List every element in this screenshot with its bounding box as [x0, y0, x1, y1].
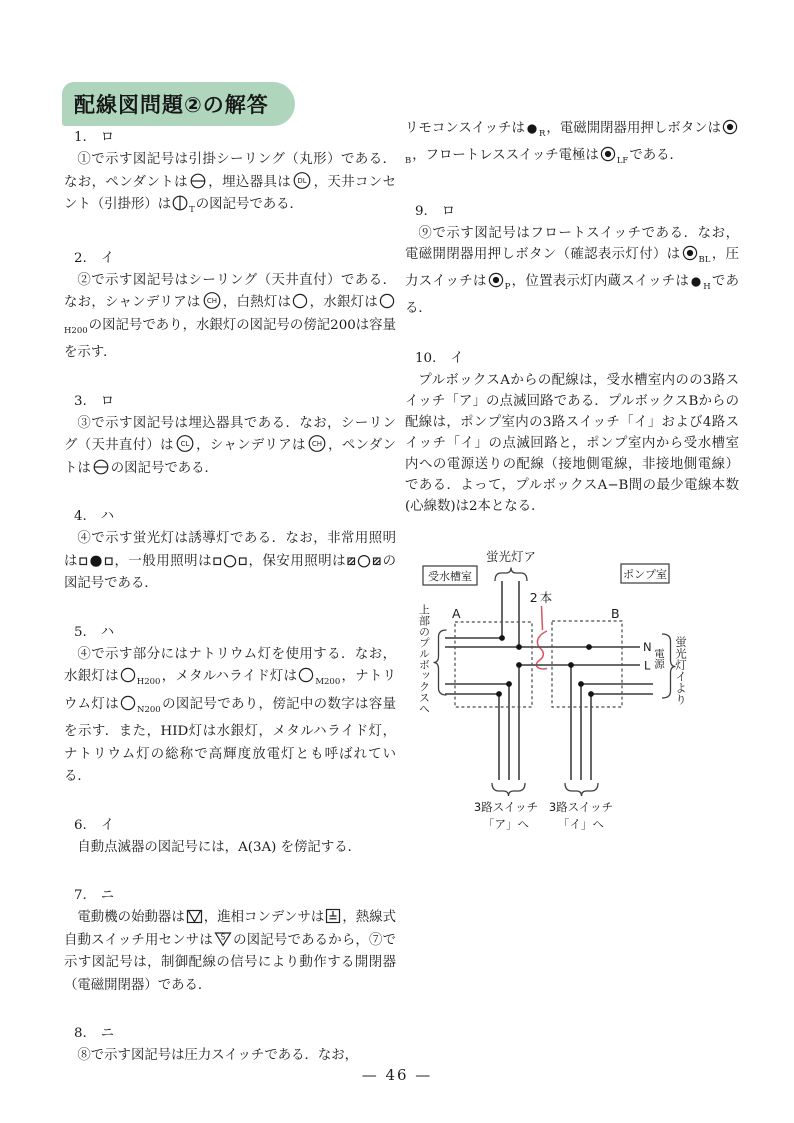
flu-open-symbol [213, 554, 247, 568]
junction-dots [496, 635, 594, 697]
h200-symbol-subscript: H200 [136, 677, 161, 687]
dl-symbol [292, 172, 312, 189]
answer-item-head [64, 1023, 396, 1045]
light-a-label: 蛍光灯ア [485, 549, 537, 564]
answer-item-answer: イ [100, 817, 115, 833]
answer-item-head [405, 201, 739, 223]
circle-symbol [292, 293, 308, 309]
answer-item-number: 10. [415, 351, 437, 366]
answer-item-answer: イ [100, 250, 115, 266]
flu-hatched-symbol [347, 554, 381, 568]
svg-text:受水槽室: 受水槽室 [428, 570, 472, 583]
pendant-symbol [189, 173, 207, 189]
dot-r-symbol-subscript: R [538, 129, 546, 139]
flu-filled-symbol [79, 554, 113, 568]
answer-item-answer: ニ [100, 888, 115, 903]
answer-item-body: 自動点滅器の図記号には，A(3A) を傍記する． [77, 839, 361, 855]
ring-bl-symbol-subscript: BL [698, 255, 711, 265]
answer-item-head [64, 248, 396, 270]
answer-item-head [64, 622, 396, 644]
switch-b-label-line1: 3路スイッチ [548, 800, 614, 814]
pendant-symbol [92, 459, 110, 475]
answer-item-head [405, 348, 739, 370]
m200-symbol [298, 667, 314, 683]
switch-a-label-line1: 3路スイッチ [473, 800, 539, 814]
h200-symbol [120, 667, 136, 683]
ring-b-symbol [722, 119, 738, 135]
answer-item-number: 3. [74, 393, 87, 409]
answer-item-head [64, 506, 396, 528]
ring-bl-symbol [682, 245, 698, 261]
answer-item-head [64, 815, 396, 837]
ring-lf-symbol-subscript: LF [616, 156, 629, 166]
svg-text:CH: CH [206, 297, 217, 305]
ch-symbol [202, 292, 222, 309]
starter-symbol [186, 909, 203, 924]
answer-item-body: プルボックスAからの配線は，受水槽室内のの3路スイッチ「ア」の点滅回路である．プルボックスBからの配線は，ポンプ室内の3路スイッチ「イ」および4路スイッチ「イ」の点滅回路と，ポンプ室内から受水槽室内への電源送りの配線（接地側電線，非接地側電線）である．よって，プルボックスA−B間の最少電線本数(心線数)は2本となる． [405, 373, 739, 514]
answer-item-answer: イ [450, 351, 464, 366]
item-8-continuation [405, 118, 739, 172]
to-upper-pullbox-label: 上部のプルボックスへ [417, 604, 431, 714]
n200-symbol [120, 695, 136, 711]
switch-a-label-line2: 「ア」へ [483, 817, 529, 831]
answer-item-number: 6. [74, 817, 87, 833]
wire-n-label: N [643, 640, 652, 654]
answer-item-body: 電動機の始動器は ，進相コンデンサは ，熱線式自動スイッチ用センサは S の図記号であるから，⑦で示す図記号は，制御配線の信号により動作する開閉器（電磁開閉器）である． [64, 910, 397, 993]
answer-item-head [64, 391, 396, 413]
answer-item-number: 5. [74, 624, 87, 640]
hook-t-symbol [172, 195, 188, 211]
answer-item-answer: ロ [100, 130, 115, 145]
answer-item-4 [64, 506, 396, 596]
ring-p-symbol-subscript: P [504, 282, 511, 292]
answer-item-answer: ロ [100, 393, 115, 409]
answer-item-answer: ハ [100, 509, 115, 524]
room-left-label [423, 566, 477, 585]
page-number: — 46 — [361, 1066, 433, 1084]
wire-count-label: 2本 [529, 590, 555, 605]
right-column [405, 118, 739, 546]
sensor-s-symbol [214, 931, 232, 947]
pull-box-a-label: A [452, 606, 461, 621]
switch-b-underbrace [565, 783, 598, 796]
right-items [405, 201, 739, 517]
wiring-diagram [400, 540, 794, 856]
ring-lf-symbol [600, 146, 616, 162]
answer-item-answer: ハ [100, 624, 115, 640]
answer-item-number: 7. [74, 888, 87, 903]
answer-item-body: ①で示す図記号は引掛シーリング（丸形）である．なお，ペンダントは ，埋込器具は DL ，天井コンセント（引掛形）は $_T$の図記号である． [64, 152, 397, 215]
room-right-label [621, 564, 669, 583]
wire-count-annotation [530, 590, 554, 669]
svg-text:CL: CL [180, 440, 190, 448]
answer-item-body: ④で示す蛍光灯は誘導灯である．なお，非常用照明は ，一般用照明は ，保安用照明は の図記号である． [64, 531, 397, 591]
answer-item-answer: ロ [441, 204, 456, 219]
dot-h-symbol [690, 276, 702, 288]
answer-item-answer: ニ [100, 1026, 115, 1041]
h200-symbol-subscript: H200 [64, 325, 88, 336]
answer-item-number: 4. [74, 509, 87, 524]
svg-text:ポンプ室: ポンプ室 [623, 568, 667, 581]
answer-item-number: 1. [74, 130, 87, 145]
answer-item-body: ③で示す図記号は埋込器具である．なお，シーリング（天井直付）は CL ，シャンデリアは CH ，ペンダントは の図記号である． [64, 415, 396, 476]
dot-r-symbol [526, 123, 538, 135]
answer-item-10 [405, 348, 739, 517]
ch-symbol [307, 435, 327, 452]
pull-box-b-label: B [611, 606, 620, 621]
answer-item-1 [64, 127, 396, 222]
answer-item-head [64, 885, 396, 907]
hook-t-symbol-subscript: T [189, 205, 195, 215]
answer-item-number: 9. [415, 204, 428, 219]
svg-text:DL: DL [297, 176, 307, 185]
answer-item-body: ②で示す図記号はシーリング（天井直付）である．なお，シャンデリアは CH ，白熱灯は ，水銀灯は$_{H200}$の図記号であり，水銀灯の図記号の傍記200は容量を示す． [64, 272, 396, 360]
ring-p-symbol [488, 272, 504, 288]
ring-b-symbol-subscript: B [405, 156, 412, 166]
wire-l-label: L [644, 658, 651, 673]
svg-text:CH: CH [311, 440, 322, 448]
answer-item-3 [64, 391, 396, 481]
left-column [64, 127, 396, 1094]
n200-symbol-subscript: N200 [137, 704, 161, 715]
light-a-overbrace [495, 568, 527, 582]
switch-b-label-line2: 「イ」へ [558, 817, 604, 831]
power-label: 電源 [653, 648, 665, 669]
answer-item-6 [64, 815, 396, 860]
page-title: 配線図問題②の解答 [62, 82, 295, 126]
answer-item-9 [405, 201, 739, 319]
answer-item-7 [64, 885, 396, 997]
item-8-continuation-body: リモコンスイッチは $_R$，電磁開閉器用押しボタンは$_B$，フロートレススイッチ電極は $_{LF}$である． [405, 118, 739, 172]
answer-item-2 [64, 248, 396, 365]
left-group-brace [434, 630, 447, 695]
answer-item-body: ⑨で示す図記号はフロートスイッチである．なお，電磁開閉器用押しボタン（確認表示灯付）は $_{BL}$，圧力スイッチは $_P$，位置表示灯内蔵スイッチは $_H$である． [405, 226, 740, 316]
answer-item-body: ④で示す部分にはナトリウム灯を使用する．なお，水銀灯は $_{H200}$，メタルハライド灯は $_{M200}$，ナトリウム灯は $_{N200}$の図記号であり，傍記中の数字は容量を示す．また，HID灯は水銀灯，メタルハライド灯，ナトリウム灯の総称で高輝度放電灯とも呼ばれている． [64, 646, 397, 784]
answer-item-body: ⑧で示す図記号は圧力スイッチである．なお， [77, 1048, 359, 1063]
answer-item-number: 2. [74, 250, 87, 266]
dot-h-symbol-subscript: H [703, 282, 711, 292]
cl-symbol [175, 435, 195, 452]
answer-item-head [64, 127, 396, 149]
answer-item-number: 8. [74, 1026, 87, 1041]
h200-symbol [379, 293, 395, 309]
answer-item-8 [64, 1023, 396, 1068]
capacitor-symbol [325, 908, 341, 924]
from-light-b-label: 蛍光灯イより [674, 636, 688, 705]
svg-text:S: S [220, 932, 226, 941]
switch-a-underbrace [492, 783, 525, 796]
m200-symbol-subscript: M200 [315, 677, 341, 687]
answer-item-5 [64, 622, 396, 789]
